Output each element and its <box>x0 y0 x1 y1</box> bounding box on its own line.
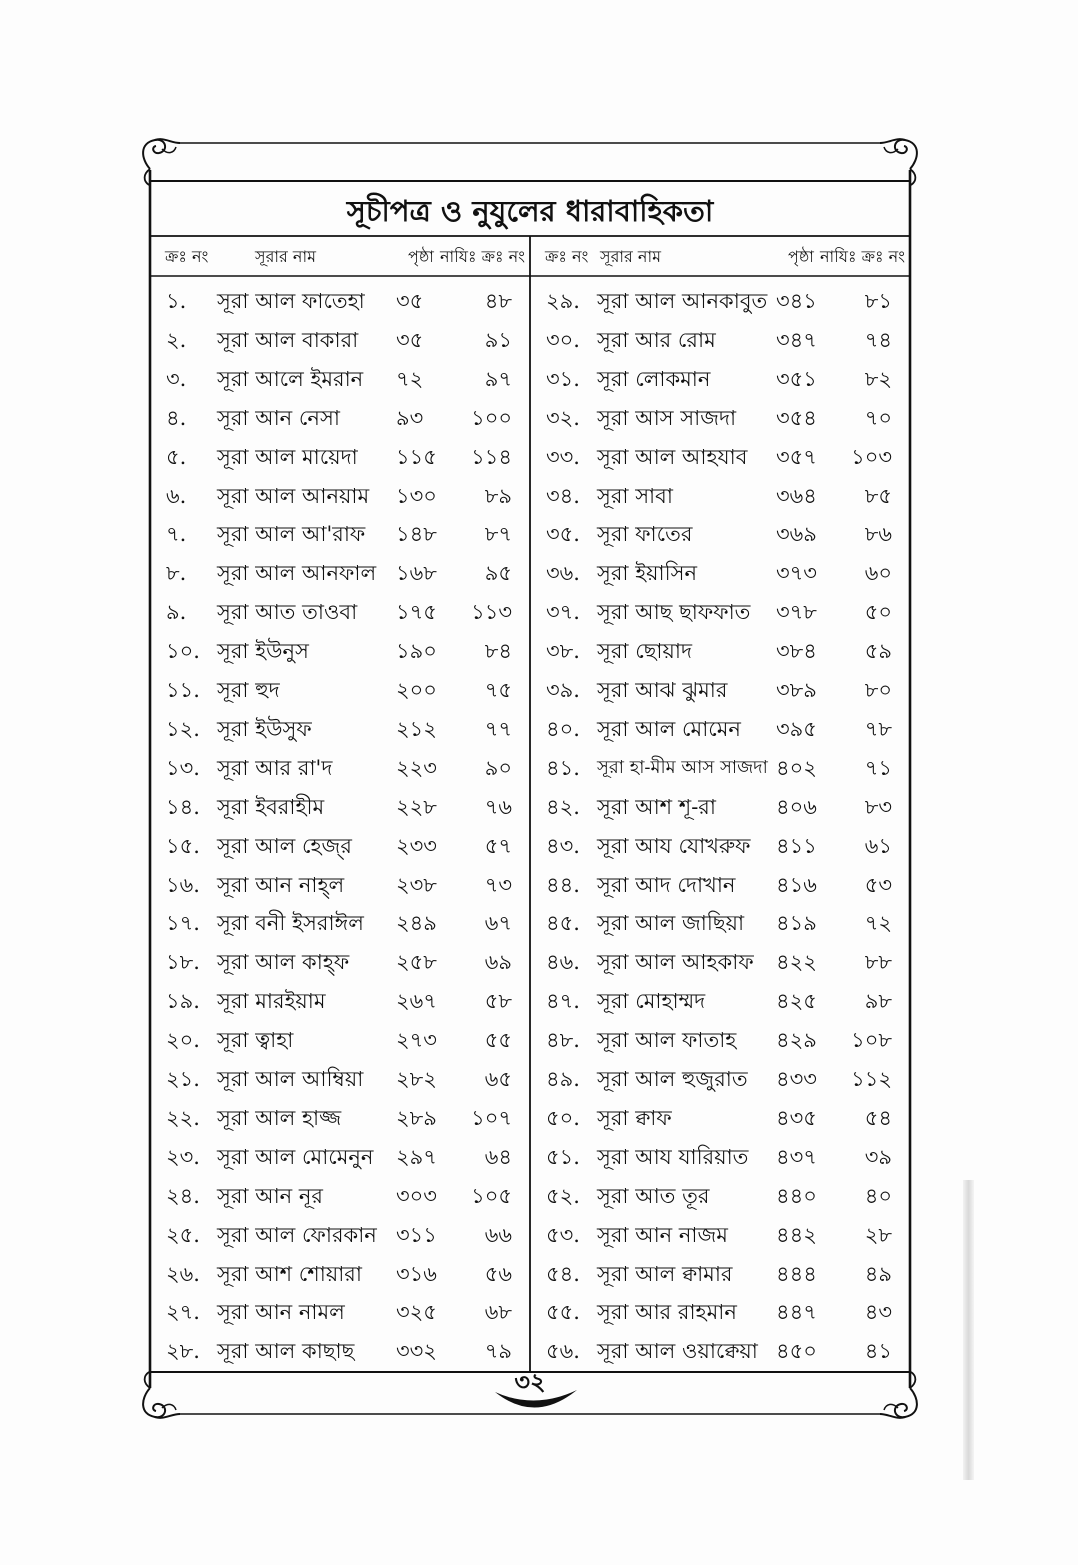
serial-number: ২৩. <box>166 1144 200 1169</box>
table-row <box>150 943 530 982</box>
serial-number: ১৭. <box>166 911 200 936</box>
surah-name: সূরা আর রাহমান <box>597 1300 737 1325</box>
table-row <box>530 1021 910 1060</box>
table-row <box>530 904 910 943</box>
serial-number: ৫১. <box>546 1144 580 1169</box>
surah-name: সূরা আন নামল <box>217 1300 345 1325</box>
surah-name: সূরা ক্বাফ <box>597 1105 672 1130</box>
surah-name: সূরা আল ফাতাহ <box>597 1028 737 1053</box>
revelation-order: ৪৩ <box>864 1300 892 1325</box>
revelation-order: ৬৮ <box>484 1300 512 1325</box>
serial-number: ২৪. <box>166 1183 200 1208</box>
surah-name: সূরা আছ ছাফফাত <box>597 600 751 625</box>
page-ref: ৩৬৪ <box>776 483 817 508</box>
surah-name: সূরা আল আহকাফ <box>597 950 754 975</box>
page-ref: ১৭৫ <box>396 600 437 625</box>
table-row <box>530 710 910 749</box>
page-ref: ৪৩৭ <box>776 1144 817 1169</box>
serial-number: ১৬. <box>166 872 200 897</box>
revelation-order: ৭৪ <box>864 327 892 352</box>
page-ref: ৪৪২ <box>776 1222 817 1247</box>
surah-name: সূরা বনী ইসরাঈল <box>217 911 364 936</box>
page-ref: ২৫৮ <box>396 950 437 975</box>
table-row <box>150 710 530 749</box>
revelation-order: ১১২ <box>851 1067 892 1091</box>
serial-number: ৪০. <box>546 716 580 741</box>
serial-number: ৩৩. <box>546 444 580 469</box>
page-ref: ৩৯৫ <box>776 716 817 741</box>
serial-number: ৫৪. <box>546 1261 580 1286</box>
page-ref: ৩৮৪ <box>776 639 817 664</box>
revelation-order: ৬৬ <box>484 1222 512 1247</box>
page-ref: ৪২২ <box>776 950 817 975</box>
table-row <box>150 827 530 866</box>
table-row <box>530 749 910 788</box>
revelation-order: ৫৮ <box>484 989 512 1014</box>
revelation-order: ৯১ <box>484 327 512 352</box>
table-header-right <box>530 238 910 276</box>
header-revelation-order: নাযিঃ ক্রঃ নং <box>820 247 906 266</box>
revelation-order: ৯৭ <box>484 366 512 391</box>
serial-number: ৪৮. <box>546 1028 580 1053</box>
serial-number: ৪১. <box>546 755 580 780</box>
revelation-order: ৮৫ <box>864 483 892 508</box>
table-row <box>150 1138 530 1177</box>
revelation-order: ৭৯ <box>484 1339 512 1364</box>
revelation-order: ৪০ <box>864 1183 892 1208</box>
header-revelation-order: নাযিঃ ক্রঃ নং <box>440 247 526 266</box>
page-ref: ৩৪১ <box>776 289 817 313</box>
surah-name: সূরা আয যোখরুফ <box>597 833 751 858</box>
serial-number: ৩৮. <box>546 639 580 664</box>
page-ref: ১৬৮ <box>396 561 437 586</box>
revelation-order: ৮৪ <box>484 639 512 664</box>
surah-name: সূরা আত তূর <box>597 1183 710 1208</box>
revelation-order: ৫৬ <box>484 1261 512 1286</box>
table-row <box>150 1293 530 1332</box>
page-title: সূচীপত্র ও নুযুলের ধারাবাহিকতা <box>346 194 714 228</box>
serial-number: ৮. <box>166 561 187 586</box>
revelation-order: ৬৯ <box>484 950 512 975</box>
folio-number: ৩২ <box>514 1367 546 1396</box>
header-page: পৃষ্ঠা <box>788 247 814 266</box>
surah-name: সূরা আস সাজদা <box>597 405 737 430</box>
table-row <box>150 593 530 632</box>
surah-name: সূরা আন নেসা <box>217 405 340 430</box>
page-ref: ২৮৯ <box>396 1105 437 1130</box>
revelation-order: ১১৩ <box>471 600 512 625</box>
serial-number: ১২. <box>166 716 200 741</box>
page-ref: ৩৫ <box>396 289 424 313</box>
page-ref: ১৯০ <box>396 639 437 664</box>
page-ref: ২৭৩ <box>396 1028 437 1053</box>
table-row <box>150 1255 530 1294</box>
revelation-order: ৫৪ <box>864 1105 892 1130</box>
surah-name: সূরা আল ওয়াক্বেয়া <box>597 1339 758 1364</box>
table-row <box>150 399 530 438</box>
table-row <box>530 671 910 710</box>
surah-name: সূরা আর রোম <box>597 327 716 352</box>
surah-name: সূরা আল মোমেনুন <box>217 1144 374 1169</box>
serial-number: ২৮. <box>166 1339 200 1364</box>
revelation-order: ৮৭ <box>484 522 512 547</box>
page-ref: ৪১১ <box>776 833 817 858</box>
table-body-left <box>150 282 530 1372</box>
surah-name: সূরা আয যারিয়াত <box>597 1144 749 1169</box>
surah-name: সূরা আল আম্বিয়া <box>217 1067 364 1091</box>
table-row <box>530 321 910 360</box>
serial-number: ৩৬. <box>546 561 580 586</box>
page-ref: ২২৮ <box>396 794 437 819</box>
page-ref: ৩৪৭ <box>776 327 817 352</box>
serial-number: ২. <box>166 327 187 352</box>
page-ref: ৩৭৩ <box>776 561 817 586</box>
surah-name: সূরা আল আহযাব <box>597 444 748 469</box>
header-surah-name: সূরার নাম <box>600 247 661 266</box>
table-row <box>530 1216 910 1255</box>
scan-edge-shadow <box>963 1180 974 1480</box>
revelation-order: ৭১ <box>864 755 892 780</box>
page-ref: ২২৩ <box>396 755 437 780</box>
table-row <box>150 1099 530 1138</box>
page-ref: ৩১৬ <box>396 1261 437 1286</box>
table-row <box>150 1060 530 1099</box>
serial-number: ২৯. <box>546 289 580 313</box>
header-page: পৃষ্ঠা <box>408 247 434 266</box>
revelation-order: ৮৩ <box>864 794 892 819</box>
revelation-order: ৮১ <box>864 289 892 313</box>
surah-name: সূরা আত তাওবা <box>217 600 358 625</box>
surah-name: সূরা আল জাছিয়া <box>597 911 745 936</box>
table-row <box>530 593 910 632</box>
serial-number: ৪৭. <box>546 989 580 1014</box>
serial-number: ৪৩. <box>546 833 580 858</box>
revelation-order: ১০৫ <box>471 1183 512 1208</box>
page-ref: ৩১১ <box>396 1222 437 1247</box>
surah-name: সূরা আন নূর <box>217 1183 323 1208</box>
table-row <box>530 827 910 866</box>
table-row <box>530 1099 910 1138</box>
serial-number: ৪২. <box>546 794 580 819</box>
table-row <box>530 1293 910 1332</box>
page-ref: ৪৩৫ <box>776 1105 817 1130</box>
page-ref: ৪০৬ <box>776 794 817 819</box>
page-ref: ৭২ <box>396 366 424 391</box>
serial-number: ৩৪. <box>546 483 580 508</box>
page-ref: ৩৭৮ <box>776 600 817 625</box>
surah-name: সূরা আশ শূ-রা <box>597 794 716 819</box>
page-ref: ৯৩ <box>396 405 424 430</box>
table-row <box>150 438 530 477</box>
surah-name: সূরা আল আ'রাফ <box>217 522 366 547</box>
serial-number: ১. <box>166 289 187 313</box>
surah-name: সূরা সাবা <box>597 483 673 508</box>
table-row <box>150 904 530 943</box>
surah-name: সূরা লোকমান <box>597 366 711 391</box>
surah-name: সূরা ত্বাহা <box>217 1028 294 1053</box>
revelation-order: ৬১ <box>864 833 892 858</box>
corner-ornament <box>143 1372 180 1418</box>
table-row <box>530 515 910 554</box>
table-row <box>150 671 530 710</box>
page-ref: ৪২৯ <box>776 1028 817 1053</box>
surah-name: সূরা আল ফাতেহা <box>217 289 365 313</box>
page-ref: ৩৮৯ <box>776 678 817 702</box>
page-ref: ৪০২ <box>776 755 817 780</box>
revelation-order: ৮০ <box>864 678 892 702</box>
revelation-order: ১০০ <box>471 405 512 430</box>
table-row <box>530 632 910 671</box>
surah-name: সূরা আঝ ঝুমার <box>597 678 728 702</box>
page-ref: ৪৪৭ <box>776 1300 817 1325</box>
serial-number: ৫. <box>166 444 187 469</box>
table-row <box>150 788 530 827</box>
surah-name: সূরা হুদ <box>217 678 280 702</box>
surah-name: সূরা ফাতের <box>597 522 693 547</box>
page-ref: ৪৫০ <box>776 1339 817 1364</box>
revelation-order: ৬৫ <box>484 1067 512 1091</box>
revelation-order: ৭৭ <box>484 716 512 741</box>
corner-ornament <box>143 139 180 185</box>
page-ref: ৩৫১ <box>776 366 817 391</box>
serial-number: ৩০. <box>546 327 580 352</box>
table-row <box>150 554 530 593</box>
revelation-order: ৭৫ <box>484 678 512 702</box>
table-row <box>530 438 910 477</box>
page-ref: ৩২৫ <box>396 1300 437 1325</box>
surah-name: সূরা হা-মীম আস সাজদা <box>597 756 768 778</box>
table-row <box>150 1216 530 1255</box>
table-row <box>150 749 530 788</box>
revelation-order: ৬০ <box>864 561 892 586</box>
table-row <box>530 1177 910 1216</box>
page-ref: ৩৫৪ <box>776 405 817 430</box>
revelation-order: ৬৭ <box>484 911 512 936</box>
serial-number: ৪৫. <box>546 911 580 936</box>
serial-number: ১৮. <box>166 950 200 975</box>
table-row <box>530 1060 910 1099</box>
surah-name: সূরা ইউসুফ <box>217 716 312 741</box>
surah-name: সূরা আল কাছাছ <box>217 1339 355 1364</box>
page-ref: ৪১৯ <box>776 911 817 936</box>
revelation-order: ৮২ <box>864 366 892 391</box>
serial-number: ৪৬. <box>546 950 580 975</box>
page-ref: ৪৩৩ <box>776 1067 817 1091</box>
table-row <box>150 1332 530 1371</box>
revelation-order: ৮৯ <box>484 483 512 508</box>
page-ref: ৩৩২ <box>396 1339 437 1364</box>
serial-number: ৫৩. <box>546 1222 580 1247</box>
surah-name: সূরা আল মায়েদা <box>217 444 358 469</box>
surah-name: সূরা ছোয়াদ <box>597 639 693 664</box>
serial-number: ৩. <box>166 366 187 391</box>
page-ref: ২৮২ <box>396 1067 437 1091</box>
table-row <box>150 321 530 360</box>
surah-name: সূরা মারইয়াম <box>217 989 326 1014</box>
revelation-order: ১০৭ <box>471 1105 512 1130</box>
table-row <box>150 866 530 905</box>
surah-name: সূরা ইবরাহীম <box>217 794 325 819</box>
table-row <box>150 477 530 516</box>
surah-name: সূরা ইউনুস <box>217 639 309 664</box>
surah-name: সূরা আল ক্বামার <box>597 1261 733 1286</box>
serial-number: ৬. <box>166 483 187 508</box>
revelation-order: ১১৪ <box>471 444 512 469</box>
revelation-order: ৭০ <box>864 405 892 430</box>
revelation-order: ৪১ <box>864 1339 892 1364</box>
revelation-order: ১০৩ <box>851 444 892 469</box>
page-ref: ২৩৩ <box>396 833 437 858</box>
header-surah-name: সূরার নাম <box>255 247 316 266</box>
revelation-order: ৪৯ <box>864 1261 892 1286</box>
revelation-order: ৭২ <box>864 911 892 936</box>
serial-number: ৪৪. <box>546 872 580 897</box>
revelation-order: ৫৫ <box>484 1028 512 1053</box>
table-row <box>530 554 910 593</box>
serial-number: ৩৯. <box>546 678 580 702</box>
table-row <box>530 788 910 827</box>
revelation-order: ৮৬ <box>864 522 892 547</box>
serial-number: ১০. <box>166 639 200 664</box>
serial-number: ২৬. <box>166 1261 200 1286</box>
table-row <box>150 282 530 321</box>
revelation-order: ৯৮ <box>864 989 892 1014</box>
serial-number: ১৫. <box>166 833 200 858</box>
surah-name: সূরা আন নাহ্‌ল <box>217 872 345 897</box>
serial-number: ২৭. <box>166 1300 200 1325</box>
revelation-order: ৮৮ <box>864 950 892 975</box>
surah-name: সূরা আল ফোরকান <box>217 1222 377 1247</box>
page-ref: ২৪৯ <box>396 911 437 936</box>
surah-name: সূরা আল মোমেন <box>597 716 741 741</box>
table-row <box>530 1332 910 1371</box>
serial-number: ৫৫. <box>546 1300 580 1325</box>
revelation-order: ৭৬ <box>484 794 512 819</box>
table-row <box>530 282 910 321</box>
page-ref: ৩৫ <box>396 327 424 352</box>
surah-name: সূরা আল হেজ্‌র <box>217 833 352 858</box>
revelation-order: ১০৮ <box>851 1028 892 1053</box>
surah-name: সূরা মোহাম্মদ <box>597 989 706 1014</box>
serial-number: ৩৫. <box>546 522 580 547</box>
serial-number: ২১. <box>166 1067 200 1091</box>
serial-number: ৩২. <box>546 405 580 430</box>
revelation-order: ৪৮ <box>484 289 512 313</box>
serial-number: ৫০. <box>546 1105 580 1130</box>
surah-name: সূরা আল কাহ্‌ফ <box>217 950 350 975</box>
serial-number: ৫২. <box>546 1183 580 1208</box>
table-row <box>530 1255 910 1294</box>
surah-name: সূরা আল আনকাবুত <box>597 289 768 313</box>
page-ref: ৩৫৭ <box>776 444 817 469</box>
serial-number: ৫৬. <box>546 1339 580 1364</box>
table-body-right <box>530 282 910 1372</box>
revelation-order: ৫৭ <box>484 833 512 858</box>
page-ref: ৪১৬ <box>776 872 817 897</box>
page-ref: ৪২৫ <box>776 989 817 1014</box>
page-ref: ১৩০ <box>396 483 437 508</box>
header-serial: ক্রঃ নং <box>165 247 209 266</box>
page-ref: ৩০৩ <box>396 1183 437 1208</box>
serial-number: ৩১. <box>546 366 580 391</box>
page-ref: ২১২ <box>396 716 437 741</box>
page-ref: ২৯৭ <box>396 1144 437 1169</box>
surah-name: সূরা আদ দোখান <box>597 872 736 897</box>
surah-name: সূরা আল হুজুরাত <box>597 1067 748 1091</box>
page-ref: ১১৫ <box>396 444 437 469</box>
header-serial: ক্রঃ নং <box>545 247 589 266</box>
table-row <box>150 515 530 554</box>
revelation-order: ৫৯ <box>864 639 892 664</box>
serial-number: ১৩. <box>166 755 200 780</box>
revelation-order: ৬৪ <box>484 1144 512 1169</box>
table-header-left <box>150 238 530 276</box>
table-row <box>150 1021 530 1060</box>
surah-name: সূরা আল হাজ্জ <box>217 1105 342 1130</box>
table-row <box>530 866 910 905</box>
serial-number: ২২. <box>166 1105 200 1130</box>
table-row <box>530 1138 910 1177</box>
page-ref: ৩৬৯ <box>776 522 817 547</box>
revelation-order: ৭৩ <box>484 872 512 897</box>
table-row <box>530 943 910 982</box>
table-row <box>150 632 530 671</box>
surah-name: সূরা আল বাকারা <box>217 327 359 352</box>
surah-name: সূরা ইয়াসিন <box>597 561 697 586</box>
surah-name: সূরা আর রা'দ <box>217 755 333 780</box>
page-ref: ২৬৭ <box>396 989 437 1014</box>
revelation-order: ৯৫ <box>484 561 512 586</box>
table-row <box>530 982 910 1021</box>
serial-number: ১৯. <box>166 989 200 1014</box>
table-row <box>150 1177 530 1216</box>
surah-name: সূরা আল আনফাল <box>217 561 377 586</box>
revelation-order: ৭৮ <box>864 716 892 741</box>
serial-number: ১১. <box>166 678 200 702</box>
table-row <box>530 360 910 399</box>
revelation-order: ৫৩ <box>864 872 892 897</box>
serial-number: ৪৯. <box>546 1067 580 1091</box>
serial-number: ৩৭. <box>546 600 580 625</box>
page-ref: ৪৪৪ <box>776 1261 817 1286</box>
surah-name: সূরা আল আনয়াম <box>217 483 370 508</box>
surah-name: সূরা আন নাজম <box>597 1222 728 1247</box>
serial-number: ৯. <box>166 600 187 625</box>
surah-name: সূরা আলে ইমরান <box>217 366 364 391</box>
revelation-order: ৩৯ <box>864 1144 892 1169</box>
serial-number: ৪. <box>166 405 187 430</box>
page-ref: ২০০ <box>396 678 437 702</box>
revelation-order: ২৮ <box>864 1222 892 1247</box>
surah-name: সূরা আশ শোয়ারা <box>217 1261 362 1286</box>
table-row <box>530 399 910 438</box>
page-ref: ৪৪০ <box>776 1183 817 1208</box>
revelation-order: ৯০ <box>484 755 512 780</box>
serial-number: ৭. <box>166 522 187 547</box>
serial-number: ১৪. <box>166 794 200 819</box>
corner-ornament <box>880 139 917 185</box>
page-ref: ১৪৮ <box>396 522 437 547</box>
table-row <box>150 982 530 1021</box>
revelation-order: ৫০ <box>864 600 892 625</box>
serial-number: ২৫. <box>166 1222 200 1247</box>
page-ref: ২৩৮ <box>396 872 437 897</box>
table-row <box>530 477 910 516</box>
table-row <box>150 360 530 399</box>
serial-number: ২০. <box>166 1028 200 1053</box>
corner-ornament <box>880 1372 917 1418</box>
